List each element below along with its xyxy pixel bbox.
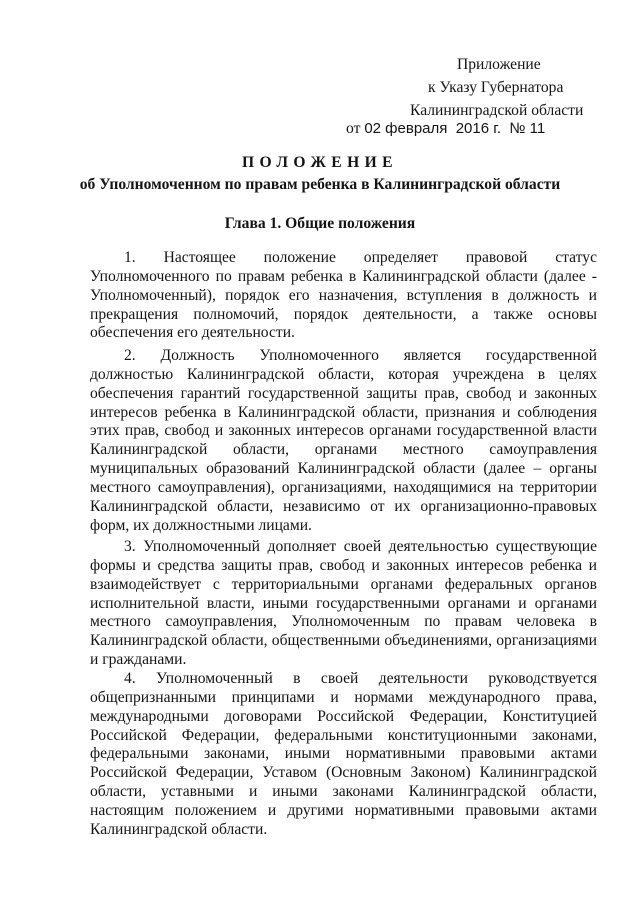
paragraph-2 [90,347,597,535]
appendix-region: Калининградской области [410,102,584,119]
paragraph-3 [90,538,597,670]
appendix-date-line [346,119,545,139]
appendix-decree-ref: к Указу Губернатора [428,79,564,96]
paragraph-1-text: 1. Настоящее положение определяет правовой статус Уполномоченного по правам ребенка в Калининградской области (далее - Уполномоченный), порядок его назначения, вступления в должность и прекращения полномочий, порядок деятельности, а также основы обеспечения его деятельности. [90,249,597,342]
document-subtitle: об Уполномоченном по правам ребенка в Калининградской области [79,176,561,193]
paragraph-4-text: 4. Уполномоченный в своей деятельности руководствуется общепризнанными принципами и нормами международного права, международными договорами Российской Федерации, Конституцией Российской Федерации, федеральными конституционными законами, федеральными законами, иными нормативными правовыми актами Российской Федерации, Уставом (Основным Законом) Калининградской области, уставными и иными законами Калининградской области, настоящим положением и другими нормативными правовыми актами Калининградской области. [90,670,597,838]
paragraph-1 [90,249,597,343]
chapter-heading: Глава 1. Общие положения [224,215,416,232]
appendix-date-prefix: от [346,120,361,137]
paragraph-3-text: 3. Уполномоченный дополняет своей деятельностью существующие формы и средства защиты прав, свобод и законных интересов ребенка и взаимодействует с территориальными органами федеральных органов исполнительной власти, иными государственными органами и органами местного самоуправления, Уполномоченным по правам человека в Калининградской области, общественными объединениями, организациями и гражданами. [90,538,597,669]
appendix-date-value: 02 февраля 2016 г. № 11 [364,120,546,137]
document-title: ПОЛОЖЕНИЕ [242,154,398,171]
paragraph-4 [90,670,597,840]
paragraph-2-text: 2. Должность Уполномоченного является государственной должностью Калининградской области, которая учреждена в целях обеспечения гарантий государственной защиты прав, свобод и законных интересов ребенка в Калининградской области, признания и соблюдения этих прав, свобод и законных интересов органами государственной власти Калининградской области, органами местного самоуправления муниципальных образований Калининградской области (далее – органы местного самоуправления), организациями, находящимися на территории Калининградской области, независимо от их организационно-правовых форм, их должностными лицами. [90,347,597,534]
appendix-label: Приложение [457,56,541,73]
